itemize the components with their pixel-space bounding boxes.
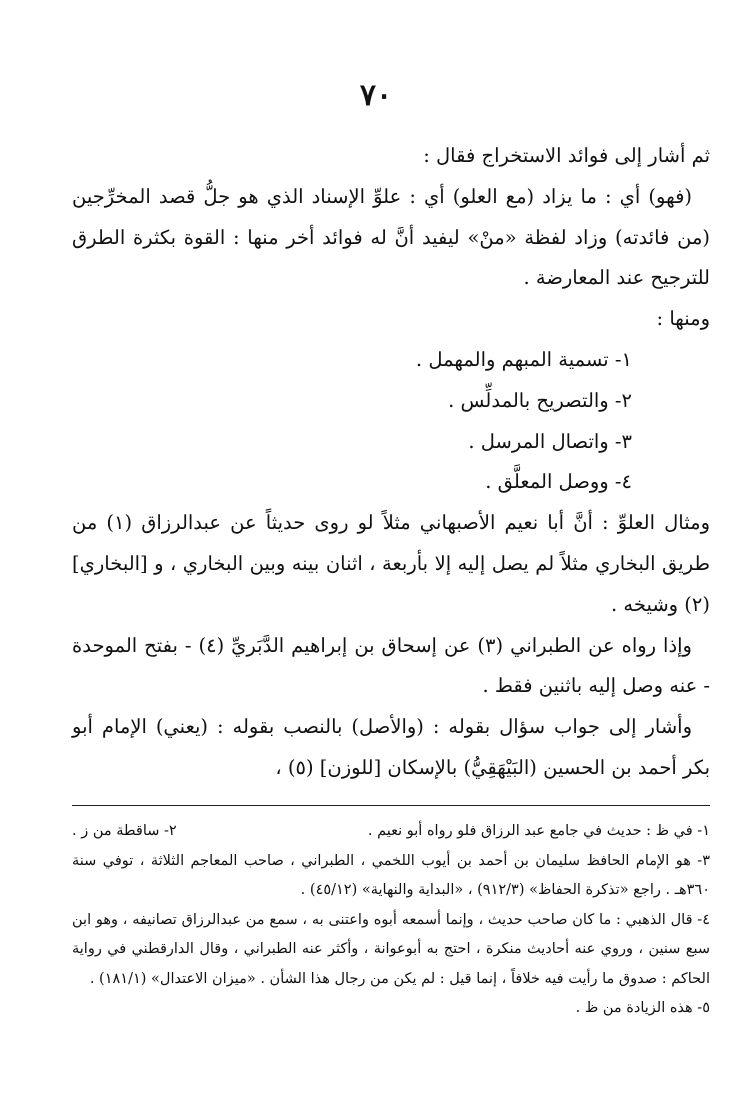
list-item: ٣- واتصال المرسل . — [468, 429, 632, 453]
footnote-5: ٥- هذه الزيادة من ظ . — [575, 1000, 710, 1016]
paragraph-answer: وأشار إلى جواب سؤال بقوله : (والأصل) بالنصب بقوله : (يعني) الإمام أبو بكر أحمد بن الحسين (البَيْهَقِيُّ) بالإسكان [للوزن] (٥) ، — [72, 715, 710, 779]
paragraph-list-intro: ومنها : — [656, 307, 710, 331]
paragraph-intro: ثم أشار إلى فوائد الاستخراج فقال : — [423, 144, 710, 167]
footnote-3: ٣- هو الإمام الحافظ سليمان بن أحمد بن أيوب اللخمي ، الطبراني ، صاحب المعاجم الثلاثة ، توفي سنة ٣٦٠هـ . راجع «تذكرة الحفاظ» (٩١٢/٣) ، «البداية والنهاية» (٤٥/١٢) . — [72, 852, 710, 898]
paragraph-tabarani: وإذا رواه عن الطبراني (٣) عن إسحاق بن إبراهيم الدَّبَريِّ (٤) - بفتح الموحدة - عنه وصل إليه باثنين فقط . — [72, 633, 710, 698]
list-item: ٢- والتصريح بالمدلِّس . — [448, 388, 632, 412]
footnote-divider — [72, 805, 710, 806]
page-number: ٧٠ — [359, 78, 393, 113]
footnote-2: ٢- ساقطة من ز . — [72, 823, 177, 839]
footnote-1: ١- في ظ : حديث في جامع عبد الرزاق فلو رواه أبو نعيم . — [367, 823, 710, 839]
footnote-row — [72, 817, 710, 847]
paragraph-example: ومثال العلوِّ : أنَّ أبا نعيم الأصبهاني مثلاً لو روى حديثاً عن عبدالرزاق (١) من طريق البخاري مثلاً لم يصل إليه إلا بأربعة ، اثنان بينه وبين البخاري ، و [البخاري] (٢) وشيخه . — [72, 511, 710, 616]
footnote-4: ٤- قال الذهبي : ما كان صاحب حديث ، وإنما أسمعه أبوه واعتنى به ، سمع من عبدالرزاق تصانيفه ، وهو ابن سبع سنين ، وروي عنه أحاديث منكرة ، احتج به أبوعوانة ، وأكثر عنه الطبراني ، وقال الدارقطني في رواية الحاكم : صدوق ما رأيت فيه خلافاً ، إنما قيل : لم يكن من رجال هذا الشأن . «ميزان الاعتدال» (١٨١/١) . — [72, 911, 710, 987]
footnotes — [72, 817, 710, 1024]
list-item: ١- تسمية المبهم والمهمل . — [415, 347, 632, 371]
paragraph-benefits: (فهو) أي : ما يزاد (مع العلو) أي : علوِّ الإسناد الذي هو جلُّ قصد المخرِّجين (من فائدته) وزاد لفظة «منْ» ليفيد أنَّ له فوائد أخر منها : القوة بكثرة الطرق للترجيح عند المعارضة . — [72, 184, 710, 290]
main-text — [72, 136, 710, 789]
list-item: ٤- ووصل المعلَّق . — [485, 470, 632, 494]
